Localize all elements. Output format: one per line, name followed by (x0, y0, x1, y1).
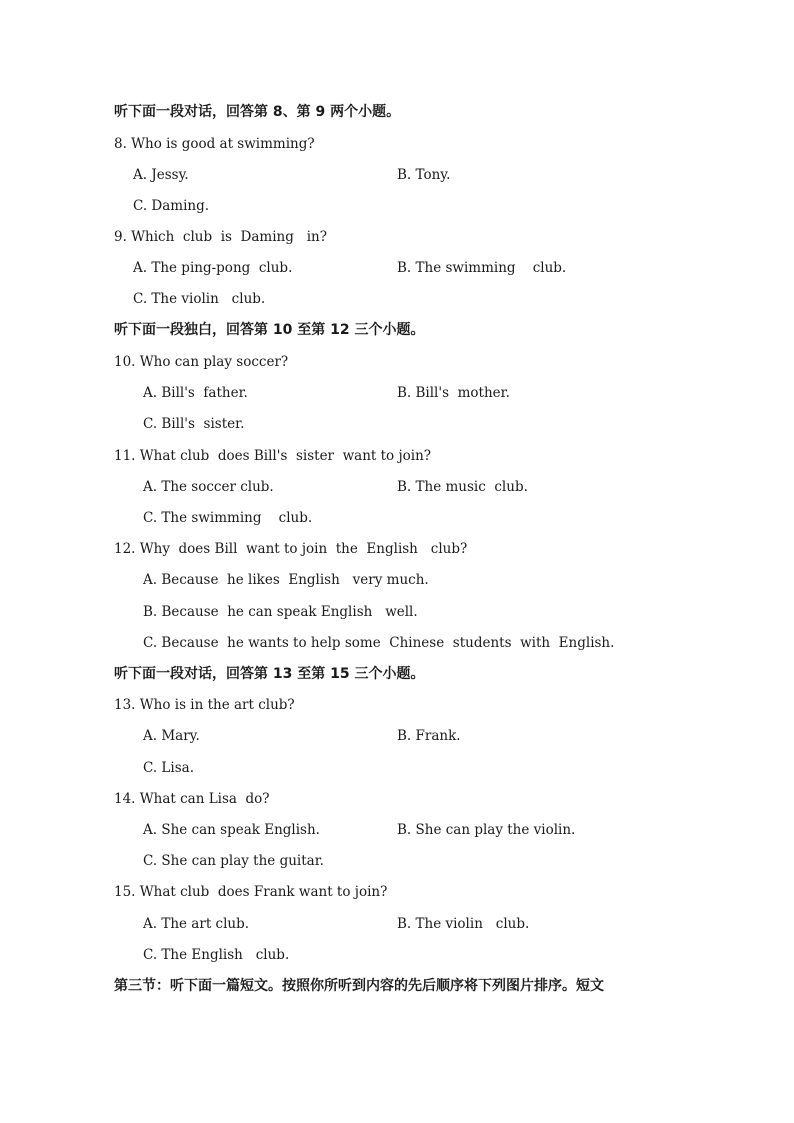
section-heading-text: 第三节：听下面一篇短文。按照你所听到内容的先后顺序将下列图片排序。短文 (114, 978, 604, 994)
question-stem: 15. What club does Frank want to join? (114, 884, 388, 900)
question-stem: 13. Who is in the art club? (114, 697, 295, 713)
question-11-options-row-2 (0, 506, 794, 530)
question-stem: 12. Why does Bill want to join the English club? (114, 541, 468, 557)
question-9-options-row-2 (0, 287, 794, 311)
question-stem: 8. Who is good at swimming? (114, 136, 315, 152)
question-14 (0, 787, 794, 811)
option-a: A. Mary. (143, 728, 200, 744)
question-13-options-row-2 (0, 756, 794, 780)
option-b: B. The violin club. (397, 916, 530, 932)
section-heading-text: 听下面一段对话，回答第 8、第 9 两个小题。 (114, 104, 401, 120)
option-a: A. Jessy. (133, 167, 189, 183)
question-stem: 10. Who can play soccer? (114, 354, 289, 370)
option-b: B. The music club. (397, 479, 528, 495)
option-a: A. Bill's father. (143, 385, 248, 401)
option-c: C. Daming. (133, 198, 210, 214)
question-8-options-row-2 (0, 194, 794, 218)
option-a: A. The ping-pong club. (133, 260, 293, 276)
option-c: C. Bill's sister. (143, 416, 245, 432)
option-c: C. Because he wants to help some Chinese students with English. (143, 635, 615, 651)
question-12-option-c-row (0, 631, 794, 655)
question-8-options-row-1 (0, 163, 794, 187)
option-b: B. Because he can speak English well. (143, 604, 418, 620)
option-b: B. Tony. (397, 167, 451, 183)
section-heading-text: 听下面一段对话，回答第 13 至第 15 三个小题。 (114, 666, 425, 682)
option-a: A. Because he likes English very much. (143, 572, 429, 588)
section-heading-part-3 (0, 974, 794, 998)
question-15-options-row-2 (0, 943, 794, 967)
option-a: A. The soccer club. (143, 479, 274, 495)
section-heading-dialog-8-9 (0, 100, 794, 124)
option-b: B. She can play the violin. (397, 822, 576, 838)
option-c: C. Lisa. (143, 760, 194, 776)
option-b: B. Bill's mother. (397, 385, 510, 401)
question-14-options-row-2 (0, 849, 794, 873)
question-11 (0, 444, 794, 468)
question-14-options-row-1 (0, 818, 794, 842)
question-13-options-row-1 (0, 724, 794, 748)
question-10-options-row-2 (0, 412, 794, 436)
option-b: B. The swimming club. (397, 260, 567, 276)
option-b: B. Frank. (397, 728, 461, 744)
section-heading-text: 听下面一段独白，回答第 10 至第 12 三个小题。 (114, 322, 425, 338)
question-10 (0, 350, 794, 374)
question-9 (0, 225, 794, 249)
question-15 (0, 880, 794, 904)
question-8 (0, 132, 794, 156)
question-10-options-row-1 (0, 381, 794, 405)
option-c: C. The violin club. (133, 291, 266, 307)
section-heading-monologue-10-12 (0, 318, 794, 342)
question-11-options-row-1 (0, 475, 794, 499)
question-12-option-a-row (0, 568, 794, 592)
question-13 (0, 693, 794, 717)
option-c: C. She can play the guitar. (143, 853, 324, 869)
question-stem: 9. Which club is Daming in? (114, 229, 327, 245)
question-stem: 14. What can Lisa do? (114, 791, 270, 807)
option-a: A. She can speak English. (143, 822, 320, 838)
option-a: A. The art club. (143, 916, 250, 932)
option-c: C. The English club. (143, 947, 290, 963)
question-stem: 11. What club does Bill's sister want to join? (114, 448, 432, 464)
section-heading-dialog-13-15 (0, 662, 794, 686)
question-12-option-b-row (0, 600, 794, 624)
question-12 (0, 537, 794, 561)
option-c: C. The swimming club. (143, 510, 313, 526)
question-9-options-row-1 (0, 256, 794, 280)
question-15-options-row-1 (0, 912, 794, 936)
